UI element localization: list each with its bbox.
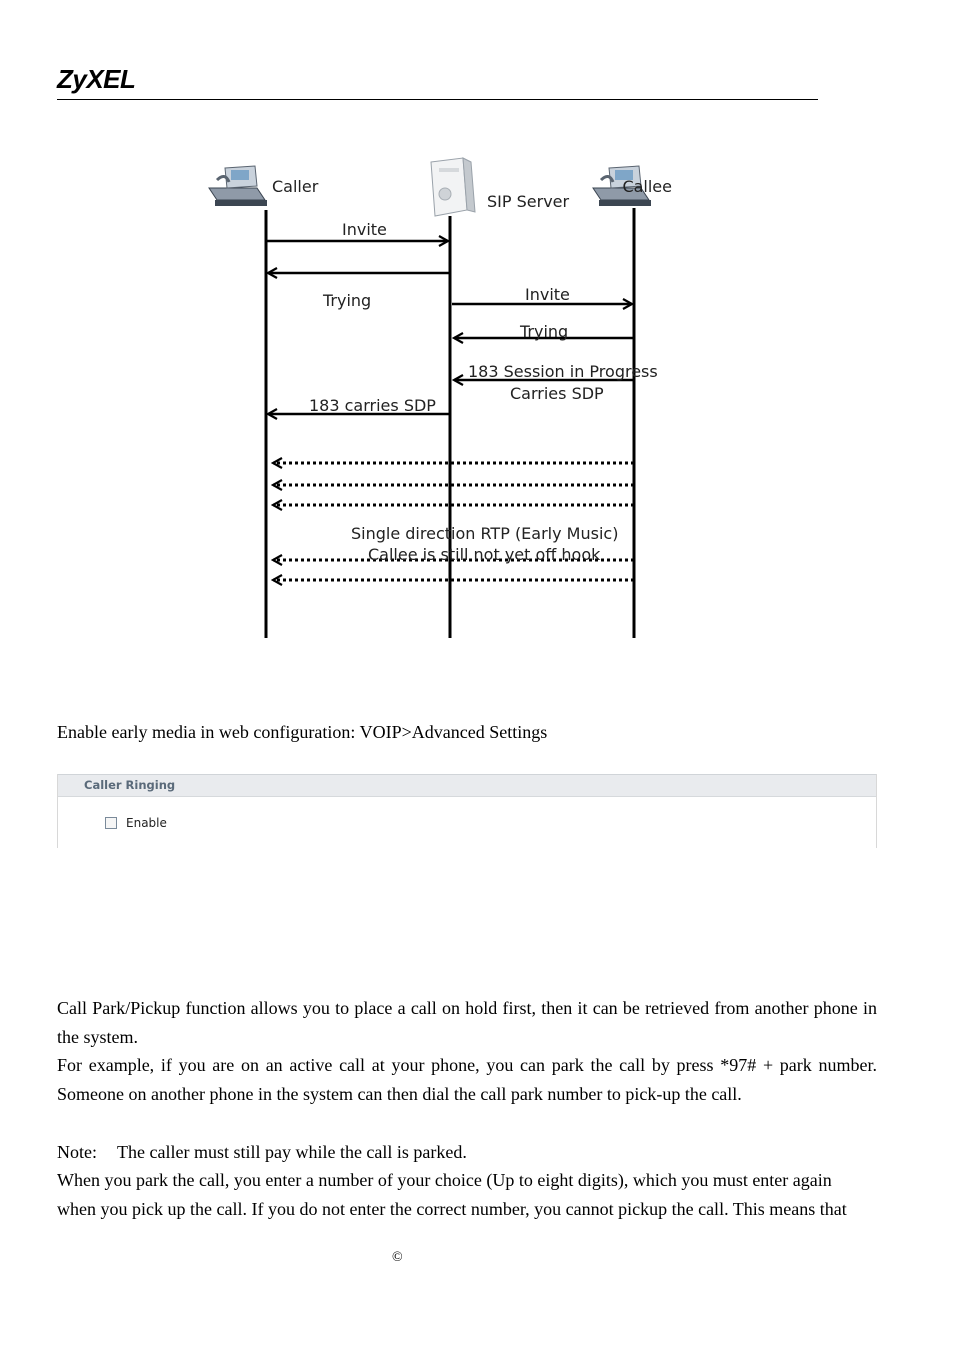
invite-label-1: Invite [342, 220, 387, 239]
call-park-paragraph-3: When you park the call, you enter a number of your choice (Up to eight digits), which you must enter again when you pick up the call. If you do not enter the correct number, you cannot pickup the call. This means that [57, 1170, 847, 1219]
copyright-symbol: © [392, 1250, 403, 1265]
call-park-paragraph-1: Call Park/Pickup function allows you to place a call on hold first, then it can be retrieved from another phone in the system. [57, 998, 877, 1047]
early-media-instruction [57, 718, 877, 747]
sip-call-flow-diagram [195, 150, 675, 650]
session-progress-sublabel: Carries SDP [510, 384, 604, 403]
caller-ringing-panel [57, 774, 877, 848]
callee-label: Callee [622, 177, 672, 196]
rtp-label: Single direction RTP (Early Music) [351, 524, 619, 543]
enable-label: Enable [126, 816, 167, 830]
caller-label: Caller [272, 177, 319, 196]
note-label: Note: [57, 1142, 97, 1162]
instruction-text: Enable early media in web configuration: [57, 722, 360, 742]
note-paragraph [57, 1138, 877, 1167]
rtp-sublabel: Callee is still not yet off hook [368, 545, 601, 564]
carries-sdp-label: 183 carries SDP [309, 396, 436, 415]
sip-server-icon [431, 158, 475, 216]
trying-label-2: Trying [520, 322, 569, 341]
panel-title: Caller Ringing [58, 774, 876, 797]
call-park-paragraph-2: For example, if you are on an active call at your phone, you can park the call by press *97# + park number. Someone on another phone in the system can then dial the call park number to pick-up the call. [57, 1055, 877, 1104]
session-progress-label: 183 Session in Progress [468, 362, 658, 381]
note-text: The caller must still pay while the call is parked. [117, 1142, 467, 1162]
menu-path: VOIP>Advanced Settings [359, 722, 548, 742]
sip-server-label: SIP Server [487, 192, 570, 211]
zyxel-logo: ZyXEL [57, 64, 136, 94]
caller-phone-icon [209, 166, 267, 206]
header-divider [57, 99, 818, 100]
enable-row [105, 816, 167, 830]
enable-checkbox[interactable] [105, 817, 117, 829]
invite-label-2: Invite [525, 285, 570, 304]
trying-label-1: Trying [323, 291, 372, 310]
